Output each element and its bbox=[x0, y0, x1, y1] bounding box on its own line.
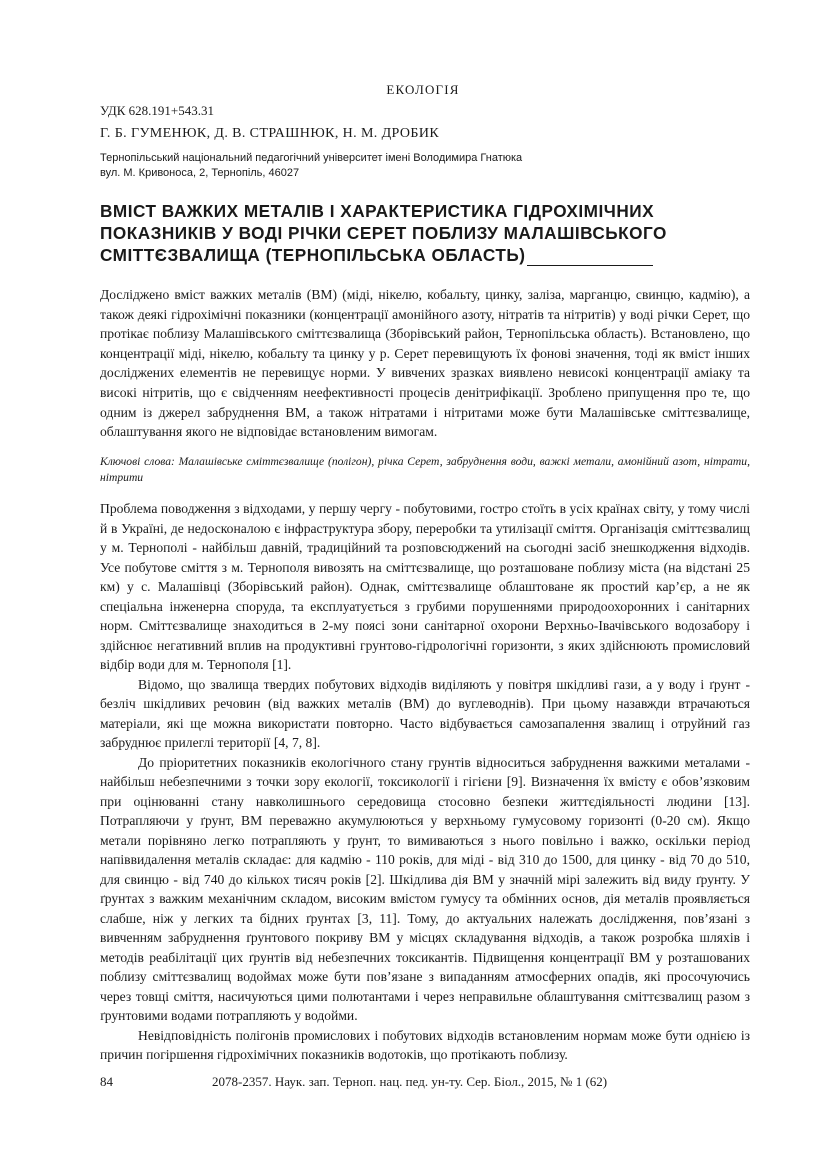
keywords: Ключові слова: Малашівське сміттєзвалище (полігон), річка Серет, забруднення води, важкі метали, амонійний азот, нітрати, нітрити bbox=[100, 455, 750, 484]
title-line: ВМІСТ ВАЖКИХ МЕТАЛІВ І ХАРАКТЕРИСТИКА ГІДРОХІМІЧНИХ bbox=[100, 201, 655, 221]
title-line-text: СМІТТЄЗВАЛИЩА (ТЕРНОПІЛЬСЬКА ОБЛАСТЬ) bbox=[100, 245, 526, 265]
body-paragraph: Відомо, що звалища твердих побутових відходів виділяють у повітря шкідливі гази, а у воду і ґрунт - безліч шкідливих речовин (від важких металів (ВМ) до вуглеводнів). При цьому назавжди втрачаються матеріали, які ще можна використати повторно. Часто відбувається самозапалення звалищ і отруйний газ забруднює прилеглі території [4, 7, 8]. bbox=[100, 676, 750, 750]
authors: Г. Б. ГУМЕНЮК, Д. В. СТРАШНЮК, Н. М. ДРОБИК bbox=[100, 126, 440, 141]
title-underline bbox=[527, 248, 653, 266]
article-body bbox=[100, 499, 750, 1065]
page-footer bbox=[100, 1074, 750, 1092]
journal-citation: 2078-2357. Наук. зап. Терноп. нац. пед. ун-ту. Сер. Біол., 2015, № 1 (62) bbox=[212, 1074, 608, 1089]
abstract: Досліджено вміст важких металів (ВМ) (міді, нікелю, кобальту, цинку, заліза, марганцю, свинцю, кадмію), а також деякі гідрохімічні показники (концентрації амонійного азоту, нітратів та нітритів) у воді річки Серет, що протікає поблизу Малашівського сміттєзвалища (Зборівський район, Тернопільська область). Встановлено, що концентрації міді, нікелю, кобальту та цинку у р. Серет перевищують їх фонові значення, тоді як вміст інших досліджених елементів не перевищує норми. У вивчених зразках виявлено невисокі концентрації аміаку та високі нітритів, що є свідченням неефективності процесів денітрифікації. Зроблено припущення про те, що одним із джерел забруднення ВМ, а також нітратами і нітритами може бути Малашівське сміттєзвалище, облаштування якого не відповідає встановленим вимогам. bbox=[100, 287, 750, 440]
section-heading: ЕКОЛОГІЯ bbox=[386, 82, 460, 97]
title-line: ПОКАЗНИКІВ У ВОДІ РІЧКИ СЕРЕТ ПОБЛИЗУ МАЛАШІВСЬКОГО bbox=[100, 223, 667, 243]
title-line-last bbox=[100, 244, 750, 266]
body-paragraph: Проблема поводження з відходами, у першу чергу - побутовими, гостро стоїть в усіх країнах світу, у тому числі й в Україні, де недосконалою є інфраструктура збору, переробки та утилізації сміття. Організація сміттєзвалищ у м. Тернополі - найбільш давній, традиційний та розповсюджений на сьогодні засіб знешкодження відходів. Усе побутове сміття з м. Тернополя вивозять на сміттєзвалище, що розташоване поблизу міста (на відстані 25 км) у с. Малашівці (Зборівський район). Однак, сміттєзвалище облаштоване як простий кар’єр, а не як спеціальна інженерна споруда, та експлуатується з грубими порушеннями природоохоронних і санітарних норм. Сміттєзвалище знаходиться в 2-му поясі зони санітарної охорони Верхньо-Івачівського водозабору і здійснює негативний вплив на продуктивні грунтово-гідрологічні горизонти, з яких здійснюють промисловий відбір води для м. Тернополя [1]. bbox=[100, 501, 750, 672]
affiliation-address: вул. М. Кривоноса, 2, Тернопіль, 46027 bbox=[100, 167, 300, 179]
affiliation-institution: Тернопільський національний педагогічний університет імені Володимира Гнатюка bbox=[100, 152, 523, 164]
affiliation bbox=[100, 151, 750, 181]
body-paragraph: Невідповідність полігонів промислових і побутових відходів встановленим нормам може бути однією із причин погіршення гідрохімічних показників водотоків, що протікають поблизу. bbox=[100, 1027, 750, 1062]
article-title bbox=[100, 200, 750, 266]
body-paragraph: До пріоритетних показників екологічного стану грунтів відноситься забруднення важкими металами - найбільш небезпечними з точки зору екології, токсикології і гігієни [9]. Визначення їх вмісту є обов’язковим при оцінюванні стану навколишнього середовища стосовно безпеки життєдіяльності людини [13]. Потрапляючи у ґрунт, ВМ переважно акумулюються у верхньому гумусовому горизонті (0-20 см). Якщо метали порівняно легко потрапляють у ґрунт, то вимиваються з нього повільно і важко, оскільки період напіввидалення металів складає: для кадмію - 110 років, для міді - від 310 до 1500, для цинку - від 70 до 510, для свинцю - від 740 до кількох тисяч років [2]. Шкідлива дія ВМ у значній мірі залежить від виду ґрунту. У ґрунтах з важким механічним складом, високим вмістом гумусу та обмінних основ, дія металів проявляється слабше, ніж у легких та бідних ґрунтах [3, 11]. Тому, до актуальних належать дослідження, пов’язані з вивченням забруднення ґрунтового покриву ВМ у місцях складування відходів, а також розробка шляхів і методів реабілітації цих ґрунтів від небезпечних токсикантів. Підвищення концентрації ВМ у розташованих поблизу сміттєзвалищ водоймах може бути пов’язане з випаданням атмосферних опадів, які просочуючись через товщі сміття, насичуються цими полютантами і через неправильне облаштування сміттєзвалищ разом з ґрунтовими водами потрапляють у водойми. bbox=[100, 754, 750, 1023]
page-number: 84 bbox=[100, 1074, 113, 1089]
udk-code: УДК 628.191+543.31 bbox=[100, 103, 215, 118]
